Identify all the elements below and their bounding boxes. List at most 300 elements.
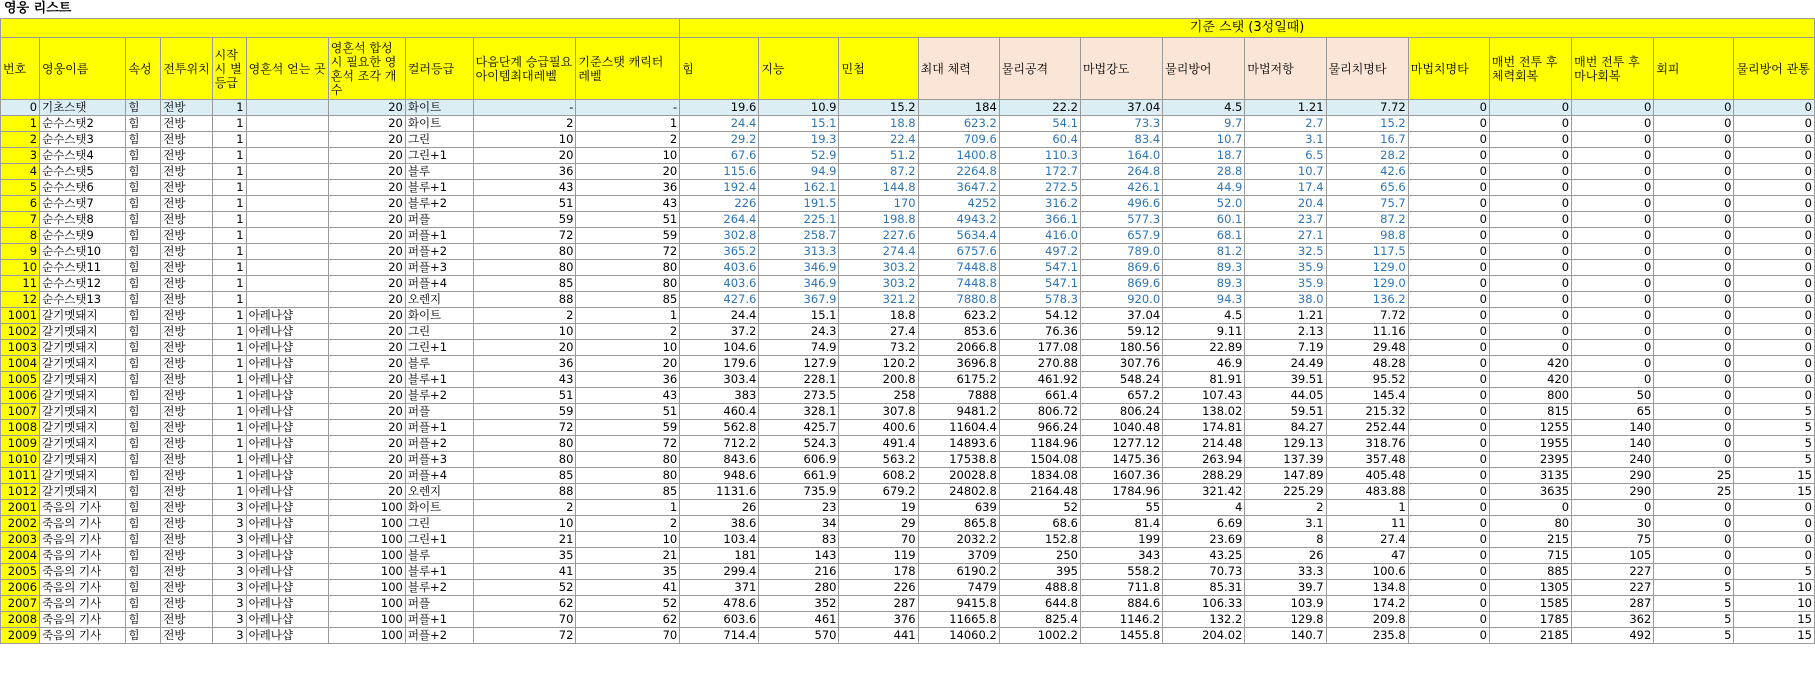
table-cell[interactable]: 3: [212, 500, 246, 516]
table-cell[interactable]: 302.8: [680, 228, 759, 244]
table-cell[interactable]: 7: [1, 212, 40, 228]
table-cell[interactable]: 아레나샵: [246, 308, 328, 324]
table-cell[interactable]: 순수스탯12: [40, 276, 126, 292]
table-cell[interactable]: 블루: [405, 548, 473, 564]
table-cell[interactable]: 43: [576, 388, 680, 404]
table-cell[interactable]: 227.6: [839, 228, 918, 244]
table-cell[interactable]: 198.8: [839, 212, 918, 228]
table-cell[interactable]: 33.3: [1245, 564, 1326, 580]
table-cell[interactable]: 퍼플+2: [405, 436, 473, 452]
table-cell[interactable]: 115.6: [680, 164, 759, 180]
table-cell[interactable]: 162.1: [759, 180, 839, 196]
table-cell[interactable]: 20: [328, 244, 405, 260]
table-cell[interactable]: 0: [1654, 356, 1734, 372]
table-cell[interactable]: 258.7: [759, 228, 839, 244]
table-cell[interactable]: 힘: [126, 356, 161, 372]
table-cell[interactable]: 전방: [161, 340, 212, 356]
column-header[interactable]: 시작시 별등급: [212, 38, 246, 100]
table-cell[interactable]: 아레나샵: [246, 356, 328, 372]
table-cell[interactable]: 퍼플+1: [405, 420, 473, 436]
table-cell[interactable]: 1006: [1, 388, 40, 404]
table-cell[interactable]: 24.49: [1245, 356, 1326, 372]
table-cell[interactable]: 2: [473, 500, 576, 516]
table-cell[interactable]: 80: [1489, 516, 1571, 532]
table-cell[interactable]: 51: [473, 196, 576, 212]
table-cell[interactable]: 346.9: [759, 276, 839, 292]
table-cell[interactable]: 200.8: [839, 372, 918, 388]
table-cell[interactable]: 100: [328, 548, 405, 564]
table-cell[interactable]: 0: [1408, 244, 1489, 260]
table-cell[interactable]: 전방: [161, 260, 212, 276]
table-cell[interactable]: 0: [1734, 164, 1815, 180]
table-cell[interactable]: 0: [1408, 468, 1489, 484]
table-cell[interactable]: 83: [759, 532, 839, 548]
table-cell[interactable]: 화이트: [405, 308, 473, 324]
table-cell[interactable]: 606.9: [759, 452, 839, 468]
table-cell[interactable]: 20: [328, 468, 405, 484]
table-cell[interactable]: 0: [1408, 580, 1489, 596]
table-cell[interactable]: 0: [1572, 212, 1654, 228]
table-cell[interactable]: 전방: [161, 292, 212, 308]
table-cell[interactable]: 0: [1408, 100, 1489, 116]
table-cell[interactable]: 2004: [1, 548, 40, 564]
table-cell[interactable]: 6.69: [1163, 516, 1245, 532]
table-cell[interactable]: 43: [576, 196, 680, 212]
table-cell[interactable]: 85: [576, 292, 680, 308]
table-cell[interactable]: 303.4: [680, 372, 759, 388]
table-cell[interactable]: 2007: [1, 596, 40, 612]
table-cell[interactable]: 144.8: [839, 180, 918, 196]
table-cell[interactable]: 순수스탯11: [40, 260, 126, 276]
table-cell[interactable]: 10.7: [1163, 132, 1245, 148]
table-cell[interactable]: 623.2: [918, 116, 999, 132]
table-cell[interactable]: 405.48: [1326, 468, 1408, 484]
table-cell[interactable]: 1784.96: [1080, 484, 1162, 500]
table-cell[interactable]: 59: [473, 212, 576, 228]
table-cell[interactable]: 5: [1734, 420, 1815, 436]
table-cell[interactable]: 843.6: [680, 452, 759, 468]
table-cell[interactable]: 80: [576, 276, 680, 292]
table-cell[interactable]: 힘: [126, 212, 161, 228]
table-cell[interactable]: 1834.08: [999, 468, 1080, 484]
table-cell[interactable]: -: [473, 100, 576, 116]
table-cell[interactable]: 아레나샵: [246, 532, 328, 548]
table-cell[interactable]: 5: [1734, 404, 1815, 420]
table-cell[interactable]: 6175.2: [918, 372, 999, 388]
table-cell[interactable]: [246, 276, 328, 292]
table-cell[interactable]: 35.9: [1245, 276, 1326, 292]
table-cell[interactable]: 18.8: [839, 308, 918, 324]
table-cell[interactable]: 20: [328, 388, 405, 404]
table-cell[interactable]: 1040.48: [1080, 420, 1162, 436]
table-cell[interactable]: 11.16: [1326, 324, 1408, 340]
table-cell[interactable]: 73.2: [839, 340, 918, 356]
table-cell[interactable]: 1: [576, 116, 680, 132]
table-cell[interactable]: 20: [328, 356, 405, 372]
table-cell[interactable]: 전방: [161, 628, 212, 644]
table-cell[interactable]: 100: [328, 500, 405, 516]
table-cell[interactable]: 11665.8: [918, 612, 999, 628]
table-cell[interactable]: 492: [1572, 628, 1654, 644]
table-cell[interactable]: 54.1: [999, 116, 1080, 132]
table-cell[interactable]: 26: [680, 500, 759, 516]
table-cell[interactable]: 힘: [126, 420, 161, 436]
table-cell[interactable]: 235.8: [1326, 628, 1408, 644]
table-cell[interactable]: 70: [576, 628, 680, 644]
table-cell[interactable]: 1: [1, 116, 40, 132]
table-cell[interactable]: 전방: [161, 596, 212, 612]
table-cell[interactable]: 966.24: [999, 420, 1080, 436]
table-cell[interactable]: 전방: [161, 308, 212, 324]
table-cell[interactable]: 107.43: [1163, 388, 1245, 404]
table-cell[interactable]: 3: [212, 612, 246, 628]
table-cell[interactable]: 548.24: [1080, 372, 1162, 388]
table-cell[interactable]: 아레나샵: [246, 452, 328, 468]
table-cell[interactable]: 전방: [161, 612, 212, 628]
table-cell[interactable]: 전방: [161, 276, 212, 292]
table-cell[interactable]: 100: [328, 628, 405, 644]
table-cell[interactable]: 퍼플+2: [405, 628, 473, 644]
table-cell[interactable]: 0: [1654, 196, 1734, 212]
table-cell[interactable]: 20: [473, 148, 576, 164]
table-cell[interactable]: 0: [1408, 180, 1489, 196]
table-cell[interactable]: 88: [473, 484, 576, 500]
table-cell[interactable]: 20: [328, 420, 405, 436]
table-cell[interactable]: 힘: [126, 452, 161, 468]
table-cell[interactable]: 오렌지: [405, 292, 473, 308]
table-cell[interactable]: 순수스탯3: [40, 132, 126, 148]
table-cell[interactable]: 0: [1654, 388, 1734, 404]
table-cell[interactable]: 20: [328, 132, 405, 148]
column-header[interactable]: 컬러등급: [405, 38, 473, 100]
table-cell[interactable]: 100: [328, 532, 405, 548]
table-cell[interactable]: 0: [1654, 276, 1734, 292]
table-cell[interactable]: 1277.12: [1080, 436, 1162, 452]
table-cell[interactable]: 9.7: [1163, 116, 1245, 132]
table-cell[interactable]: 힘: [126, 276, 161, 292]
table-cell[interactable]: 힘: [126, 292, 161, 308]
table-cell[interactable]: 117.5: [1326, 244, 1408, 260]
table-cell[interactable]: 5: [1, 180, 40, 196]
table-cell[interactable]: 496.6: [1080, 196, 1162, 212]
table-cell[interactable]: 36: [473, 356, 576, 372]
table-cell[interactable]: 145.4: [1326, 388, 1408, 404]
table-cell[interactable]: 441: [839, 628, 918, 644]
table-cell[interactable]: 54.12: [999, 308, 1080, 324]
table-cell[interactable]: 순수스탯8: [40, 212, 126, 228]
table-cell[interactable]: 2009: [1, 628, 40, 644]
table-cell[interactable]: 0: [1654, 420, 1734, 436]
column-header[interactable]: 민첩: [839, 38, 918, 100]
table-cell[interactable]: 0: [1734, 244, 1815, 260]
table-cell[interactable]: 2: [576, 516, 680, 532]
table-cell[interactable]: 0: [1408, 484, 1489, 500]
table-cell[interactable]: 전방: [161, 372, 212, 388]
table-cell[interactable]: 28.8: [1163, 164, 1245, 180]
table-cell[interactable]: 712.2: [680, 436, 759, 452]
table-cell[interactable]: 425.7: [759, 420, 839, 436]
table-cell[interactable]: 352: [759, 596, 839, 612]
table-cell[interactable]: 전방: [161, 564, 212, 580]
table-cell[interactable]: 0: [1408, 564, 1489, 580]
table-cell[interactable]: 그린: [405, 516, 473, 532]
table-cell[interactable]: 6.5: [1245, 148, 1326, 164]
table-cell[interactable]: 303.2: [839, 276, 918, 292]
table-cell[interactable]: 303.2: [839, 260, 918, 276]
table-cell[interactable]: 그린+1: [405, 532, 473, 548]
column-header[interactable]: 매번 전투 후 마나회복: [1572, 38, 1654, 100]
table-cell[interactable]: 129.0: [1326, 260, 1408, 276]
table-cell[interactable]: 0: [1489, 244, 1571, 260]
table-cell[interactable]: [246, 212, 328, 228]
table-cell[interactable]: 0: [1572, 132, 1654, 148]
table-cell[interactable]: 0: [1654, 212, 1734, 228]
table-cell[interactable]: 290: [1572, 468, 1654, 484]
table-cell[interactable]: 2164.48: [999, 484, 1080, 500]
table-cell[interactable]: 갈기멧돼지: [40, 324, 126, 340]
table-cell[interactable]: 0: [1734, 148, 1815, 164]
table-cell[interactable]: 81.2: [1163, 244, 1245, 260]
table-cell[interactable]: 5: [1654, 628, 1734, 644]
table-cell[interactable]: 1: [212, 244, 246, 260]
table-cell[interactable]: 21: [473, 532, 576, 548]
table-cell[interactable]: 1: [212, 340, 246, 356]
table-cell[interactable]: 227: [1572, 564, 1654, 580]
table-cell[interactable]: 95.52: [1326, 372, 1408, 388]
table-cell[interactable]: 0: [1654, 516, 1734, 532]
table-cell[interactable]: 0: [1572, 180, 1654, 196]
table-cell[interactable]: 0: [1408, 132, 1489, 148]
table-cell[interactable]: 55: [1080, 500, 1162, 516]
table-cell[interactable]: 75.7: [1326, 196, 1408, 212]
table-cell[interactable]: 20.4: [1245, 196, 1326, 212]
table-cell[interactable]: 0: [1734, 324, 1815, 340]
table-cell[interactable]: 9415.8: [918, 596, 999, 612]
table-cell[interactable]: 힘: [126, 500, 161, 516]
table-cell[interactable]: 120.2: [839, 356, 918, 372]
table-cell[interactable]: 6757.6: [918, 244, 999, 260]
table-cell[interactable]: 힘: [126, 324, 161, 340]
table-cell[interactable]: 865.8: [918, 516, 999, 532]
table-cell[interactable]: 366.1: [999, 212, 1080, 228]
table-cell[interactable]: 0: [1734, 532, 1815, 548]
column-header[interactable]: 지능: [759, 38, 839, 100]
table-cell[interactable]: 1: [212, 404, 246, 420]
table-cell[interactable]: 140: [1572, 436, 1654, 452]
table-cell[interactable]: 1002.2: [999, 628, 1080, 644]
table-cell[interactable]: 0: [1408, 228, 1489, 244]
table-cell[interactable]: 힘: [126, 164, 161, 180]
table-cell[interactable]: 0: [1734, 132, 1815, 148]
table-cell[interactable]: 힘: [126, 628, 161, 644]
table-cell[interactable]: 1009: [1, 436, 40, 452]
table-cell[interactable]: 80: [473, 244, 576, 260]
table-cell[interactable]: 힘: [126, 404, 161, 420]
table-cell[interactable]: 2: [576, 324, 680, 340]
table-cell[interactable]: 퍼플+3: [405, 260, 473, 276]
table-cell[interactable]: [246, 292, 328, 308]
table-cell[interactable]: 657.2: [1080, 388, 1162, 404]
table-cell[interactable]: 4252: [918, 196, 999, 212]
table-cell[interactable]: 7888: [918, 388, 999, 404]
table-cell[interactable]: 5634.4: [918, 228, 999, 244]
table-cell[interactable]: 갈기멧돼지: [40, 340, 126, 356]
table-cell[interactable]: 11: [1, 276, 40, 292]
table-cell[interactable]: 0: [1408, 596, 1489, 612]
table-cell[interactable]: 143: [759, 548, 839, 564]
table-cell[interactable]: 15.2: [839, 100, 918, 116]
table-cell[interactable]: 1: [212, 212, 246, 228]
table-cell[interactable]: 105: [1572, 548, 1654, 564]
table-cell[interactable]: 힘: [126, 484, 161, 500]
table-cell[interactable]: 20: [328, 404, 405, 420]
table-cell[interactable]: 힘: [126, 180, 161, 196]
table-cell[interactable]: 209.8: [1326, 612, 1408, 628]
table-cell[interactable]: 아레나샵: [246, 580, 328, 596]
table-cell[interactable]: 11604.4: [918, 420, 999, 436]
table-cell[interactable]: 491.4: [839, 436, 918, 452]
table-cell[interactable]: 갈기멧돼지: [40, 436, 126, 452]
table-cell[interactable]: 아레나샵: [246, 420, 328, 436]
table-cell[interactable]: 힘: [126, 244, 161, 260]
column-header[interactable]: 물리치명타: [1326, 38, 1408, 100]
table-cell[interactable]: 10.7: [1245, 164, 1326, 180]
table-cell[interactable]: 18.7: [1163, 148, 1245, 164]
table-cell[interactable]: 38.0: [1245, 292, 1326, 308]
table-cell[interactable]: 321.42: [1163, 484, 1245, 500]
table-cell[interactable]: 215.32: [1326, 404, 1408, 420]
table-cell[interactable]: 0: [1734, 308, 1815, 324]
table-cell[interactable]: 59: [576, 228, 680, 244]
table-cell[interactable]: 426.1: [1080, 180, 1162, 196]
table-cell[interactable]: 709.6: [918, 132, 999, 148]
table-cell[interactable]: 177.08: [999, 340, 1080, 356]
table-cell[interactable]: 51.2: [839, 148, 918, 164]
table-cell[interactable]: 15.1: [759, 308, 839, 324]
table-cell[interactable]: 497.2: [999, 244, 1080, 260]
table-cell[interactable]: 2395: [1489, 452, 1571, 468]
table-cell[interactable]: 81.4: [1080, 516, 1162, 532]
table-cell[interactable]: 1: [212, 260, 246, 276]
table-cell[interactable]: 52: [473, 580, 576, 596]
table-cell[interactable]: 1: [212, 164, 246, 180]
table-cell[interactable]: 5: [1734, 436, 1815, 452]
table-cell[interactable]: 403.6: [680, 276, 759, 292]
table-cell[interactable]: 0: [1572, 500, 1654, 516]
table-cell[interactable]: 192.4: [680, 180, 759, 196]
table-cell[interactable]: 25: [1654, 468, 1734, 484]
table-cell[interactable]: 죽음의 기사: [40, 612, 126, 628]
table-cell[interactable]: 76.36: [999, 324, 1080, 340]
table-cell[interactable]: 0: [1734, 100, 1815, 116]
table-cell[interactable]: 547.1: [999, 260, 1080, 276]
table-cell[interactable]: 0: [1489, 500, 1571, 516]
table-cell[interactable]: 기초스탯: [40, 100, 126, 116]
table-cell[interactable]: 블루: [405, 356, 473, 372]
table-cell[interactable]: 1: [212, 388, 246, 404]
table-cell[interactable]: 216: [759, 564, 839, 580]
table-cell[interactable]: 힘: [126, 580, 161, 596]
table-cell[interactable]: 2008: [1, 612, 40, 628]
table-cell[interactable]: 0: [1408, 260, 1489, 276]
table-cell[interactable]: 853.6: [918, 324, 999, 340]
table-cell[interactable]: 65: [1572, 404, 1654, 420]
table-cell[interactable]: 68.6: [999, 516, 1080, 532]
table-cell[interactable]: 10: [473, 324, 576, 340]
table-cell[interactable]: 72: [473, 628, 576, 644]
table-cell[interactable]: 힘: [126, 436, 161, 452]
table-cell[interactable]: 44.05: [1245, 388, 1326, 404]
table-cell[interactable]: 24.4: [680, 308, 759, 324]
table-cell[interactable]: 전방: [161, 468, 212, 484]
table-cell[interactable]: 37.2: [680, 324, 759, 340]
table-cell[interactable]: 1004: [1, 356, 40, 372]
column-header[interactable]: 다음단계 승급필요 아이템최대레벨: [473, 38, 576, 100]
table-cell[interactable]: 483.88: [1326, 484, 1408, 500]
table-cell[interactable]: 3: [212, 548, 246, 564]
table-cell[interactable]: 2002: [1, 516, 40, 532]
table-cell[interactable]: 퍼플: [405, 404, 473, 420]
table-cell[interactable]: 22.89: [1163, 340, 1245, 356]
table-cell[interactable]: 0: [1654, 372, 1734, 388]
table-cell[interactable]: 3: [212, 628, 246, 644]
table-cell[interactable]: 전방: [161, 532, 212, 548]
table-cell[interactable]: 174.81: [1163, 420, 1245, 436]
table-cell[interactable]: 전방: [161, 436, 212, 452]
table-cell[interactable]: 20: [328, 484, 405, 500]
table-cell[interactable]: 264.8: [1080, 164, 1162, 180]
table-cell[interactable]: 5: [1654, 580, 1734, 596]
table-cell[interactable]: 1: [212, 484, 246, 500]
table-cell[interactable]: 16.7: [1326, 132, 1408, 148]
table-cell[interactable]: 7.72: [1326, 100, 1408, 116]
table-cell[interactable]: 29: [839, 516, 918, 532]
table-cell[interactable]: 884.6: [1080, 596, 1162, 612]
table-cell[interactable]: 퍼플+1: [405, 228, 473, 244]
table-cell[interactable]: 7.72: [1326, 308, 1408, 324]
table-cell[interactable]: 38.6: [680, 516, 759, 532]
table-cell[interactable]: 184: [918, 100, 999, 116]
table-cell[interactable]: 52: [576, 596, 680, 612]
table-cell[interactable]: 전방: [161, 244, 212, 260]
table-cell[interactable]: 321.2: [839, 292, 918, 308]
table-cell[interactable]: 전방: [161, 484, 212, 500]
table-cell[interactable]: 35: [473, 548, 576, 564]
table-cell[interactable]: 2066.8: [918, 340, 999, 356]
table-cell[interactable]: 679.2: [839, 484, 918, 500]
table-cell[interactable]: 0: [1572, 372, 1654, 388]
table-cell[interactable]: 0: [1489, 164, 1571, 180]
table-cell[interactable]: 316.2: [999, 196, 1080, 212]
table-cell[interactable]: -: [576, 100, 680, 116]
table-cell[interactable]: 29.2: [680, 132, 759, 148]
table-cell[interactable]: 313.3: [759, 244, 839, 260]
table-cell[interactable]: 869.6: [1080, 276, 1162, 292]
table-cell[interactable]: 죽음의 기사: [40, 500, 126, 516]
table-cell[interactable]: 0: [1, 100, 40, 116]
table-cell[interactable]: 1: [576, 500, 680, 516]
table-cell[interactable]: 1607.36: [1080, 468, 1162, 484]
table-cell[interactable]: 2006: [1, 580, 40, 596]
table-cell[interactable]: 3135: [1489, 468, 1571, 484]
table-cell[interactable]: 35: [576, 564, 680, 580]
table-cell[interactable]: 252.44: [1326, 420, 1408, 436]
column-header[interactable]: 매번 전투 후 체력회복: [1489, 38, 1571, 100]
table-cell[interactable]: 225.1: [759, 212, 839, 228]
table-cell[interactable]: 아레나샵: [246, 516, 328, 532]
table-cell[interactable]: 0: [1734, 260, 1815, 276]
table-cell[interactable]: 순수스탯4: [40, 148, 126, 164]
